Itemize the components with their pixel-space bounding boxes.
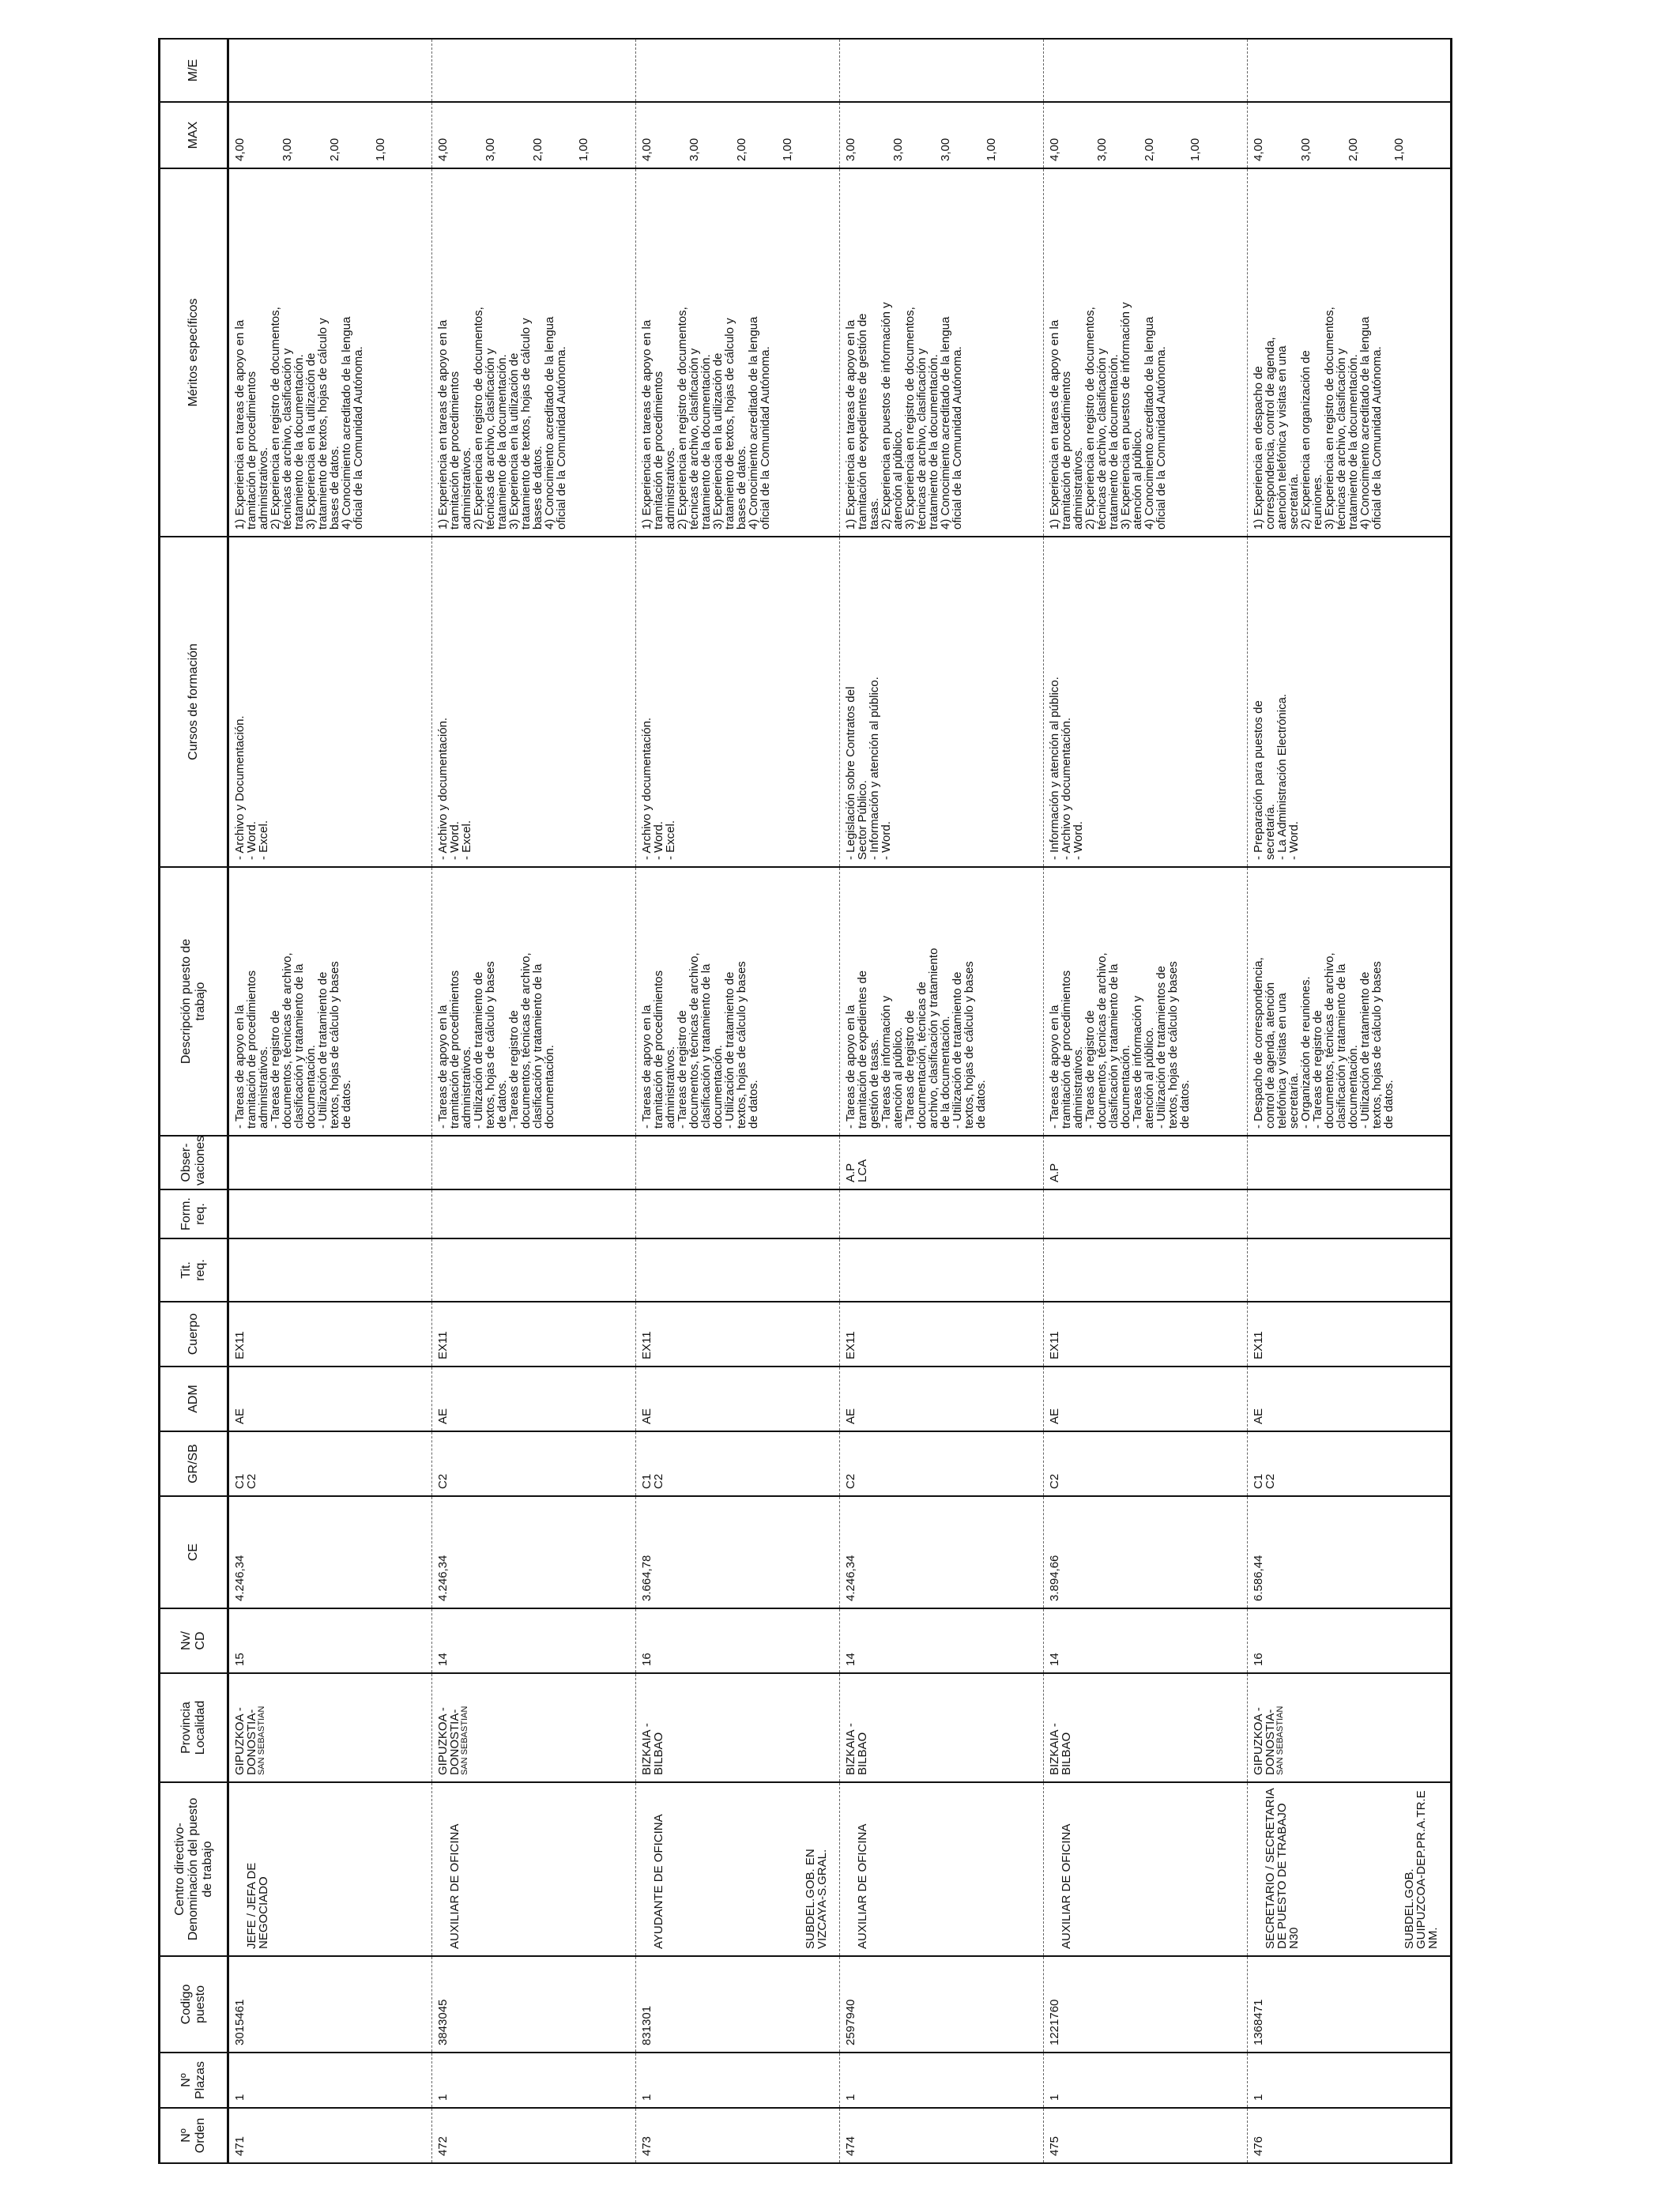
cell-max [1044, 102, 1248, 168]
cell-centro [1044, 1782, 1248, 1956]
cell-nv: 14 [840, 1608, 1044, 1673]
table-header-row [160, 39, 228, 2163]
cell-plazas: 1 [840, 2053, 1044, 2108]
cell-plazas: 1 [432, 2053, 636, 2108]
cell-cuerpo: EX11 [840, 1302, 1044, 1367]
cell-cursos: - Archivo y documentación. - Word. - Excel. [636, 537, 840, 867]
cell-me [432, 39, 636, 102]
max-value: 1,00 [985, 138, 998, 161]
cell-provincia [432, 1673, 636, 1782]
cell-adm: AE [432, 1367, 636, 1431]
cell-orden: 475 [1044, 2108, 1248, 2163]
max-value: 3,00 [1299, 138, 1313, 161]
cell-orden: 471 [228, 2108, 432, 2163]
cell-me [1248, 39, 1452, 102]
cell-nv: 16 [1248, 1608, 1452, 1673]
cell-form [432, 1189, 636, 1238]
cell-meritos: 1) Experiencia en tareas de apoyo en la tramitación de procedimientos administrativos. 2) Experiencia en registro de documentos, técnicas de archivo, clasificación y tratamiento de la documentación. 3) Experiencia en puestos de información y atención al público. 4) Conocimiento acreditado de la lengua oficial de la Comunidad Autónoma. [1044, 168, 1248, 537]
cell-obs [228, 1136, 432, 1189]
cell-provincia [228, 1673, 432, 1782]
max-value: 1,00 [781, 138, 794, 161]
cell-localidad-small: SAN SEBASTIAN [257, 1706, 266, 1775]
cell-ce: 3.664,78 [636, 1496, 840, 1608]
max-value: 4,00 [233, 138, 247, 161]
cell-gr: C2 [840, 1431, 1044, 1496]
cell-localidad-small: SAN SEBASTIAN [460, 1706, 469, 1775]
cell-desc: - Tareas de apoyo en la tramitación de procedimientos administrativos. - Tareas de registro de documentos, técnicas de archivo, clasificación y tratamiento de la documentación. - Utilización de tratamiento de textos, hojas de cálculo y bases de datos. [228, 867, 432, 1136]
cell-obs [636, 1136, 840, 1189]
cell-obs: A.P LCA [840, 1136, 1044, 1189]
max-value: 2,00 [1347, 138, 1360, 161]
cell-desc: - Tareas de apoyo en la tramitación de procedimientos administrativos. - Utilización de tratamiento de textos, hojas de cálculo y bases de datos. - Tareas de registro de documentos, técnicas de archivo, clasificación y tratamiento de la documentación. [432, 867, 636, 1136]
cell-codigo: 1221760 [1044, 1956, 1248, 2053]
cell-gr: C1 C2 [228, 1431, 432, 1496]
cell-cursos: - Legislación sobre Contratos del Sector Público. - Información y atención al público. - Word. [840, 537, 1044, 867]
cell-cursos: - Información y atención al público. - Archivo y documentación. - Word. [1044, 537, 1248, 867]
cell-cursos: - Preparación para puestos de secretaría. - La Administración Electrónica. - Word. [1248, 537, 1452, 867]
cell-provincia-text: GIPUZKOA - DONOSTIA- [233, 1707, 258, 1775]
cell-desc: - Tareas de apoyo en la tramitación de procedimientos administrativos. - Tareas de registro de documentos, técnicas de archivo, clasificación y tratamiento de la documentación. - Utilización de tratamiento de textos, hojas de cálculo y bases de datos. [636, 867, 840, 1136]
cell-desc: - Tareas de apoyo en la tramitación de expedientes de gestión de tasas. - Tareas de información y atención al público. - Tareas de registro de documentación, técnicas de archivo, clasificación y tratamiento de la documentación. - Utilización de tratamiento de textos, hojas de cálculo y bases de datos. [840, 867, 1044, 1136]
cell-meritos: 1) Experiencia en tareas de apoyo en la tramitación de procedimientos administrativos. 2) Experiencia en registro de documentos, técnicas de archivo, clasificación y tratamiento de la documentación. 3) Experiencia en la utilización de tratamiento de textos, hojas de cálculo y bases de datos. 4) Conocimiento acreditado de la lengua oficial de la Comunidad Autónoma. [228, 168, 432, 537]
max-value: 3,00 [844, 138, 857, 161]
rotated-document-page [158, 58, 1650, 2164]
cell-gr: C2 [432, 1431, 636, 1496]
cell-adm: AE [636, 1367, 840, 1431]
table-row [1044, 39, 1248, 2163]
header-form: Form. req. [160, 1189, 228, 1238]
header-max: MAX [160, 102, 228, 168]
header-tit: Tit. req. [160, 1238, 228, 1302]
table-row [1248, 39, 1452, 2163]
cell-form [1044, 1189, 1248, 1238]
header-plazas: Nº Plazas [160, 2053, 228, 2108]
cell-provincia-text: GIPUZKOA - DONOSTIA- [1252, 1707, 1277, 1775]
cell-adm: AE [228, 1367, 432, 1431]
cell-subdel: SUBDEL.GOB. EN VIZCAYA-S.GRAL. [804, 1849, 829, 1949]
cell-centro [636, 1782, 840, 1956]
cell-ce: 4.246,34 [840, 1496, 1044, 1608]
header-codigo: Codigo puesto [160, 1956, 228, 2053]
cell-gr: C1 C2 [1248, 1431, 1452, 1496]
max-value: 2,00 [735, 138, 748, 161]
cell-provincia-text: GIPUZKOA - DONOSTIA- [436, 1707, 461, 1775]
max-value: 3,00 [484, 138, 497, 161]
cell-provincia-text: BIZKAIA - BILBAO [640, 1723, 665, 1775]
table-row [432, 39, 636, 2163]
cell-max [228, 102, 432, 168]
max-value: 3,00 [891, 138, 905, 161]
cell-plazas: 1 [1044, 2053, 1248, 2108]
cell-obs [1248, 1136, 1452, 1189]
cell-codigo: 831301 [636, 1956, 840, 2053]
cell-me [228, 39, 432, 102]
cell-centro [432, 1782, 636, 1956]
max-value: 3,00 [939, 138, 952, 161]
cell-gr: C1 C2 [636, 1431, 840, 1496]
cell-nv: 14 [1044, 1608, 1248, 1673]
cell-orden: 473 [636, 2108, 840, 2163]
header-gr: GR/SB [160, 1431, 228, 1496]
header-desc: Descripción puesto de trabajo [160, 867, 228, 1136]
max-value: 4,00 [640, 138, 654, 161]
cell-tit [432, 1238, 636, 1302]
cell-cuerpo: EX11 [1044, 1302, 1248, 1367]
cell-nv: 14 [432, 1608, 636, 1673]
cell-adm: AE [1044, 1367, 1248, 1431]
cell-subdel: SUBDEL.GOB. GUIPUZCOA-DEP.PR.A.TR.E NM. [1403, 1790, 1440, 1949]
header-adm: ADM [160, 1367, 228, 1431]
cell-provincia [1248, 1673, 1452, 1782]
cell-codigo: 1368471 [1248, 1956, 1452, 2053]
header-meritos: Méritos específicos [160, 168, 228, 537]
cell-orden: 472 [432, 2108, 636, 2163]
header-nv: Nv/ CD [160, 1608, 228, 1673]
cell-plazas: 1 [1248, 2053, 1452, 2108]
cell-cuerpo: EX11 [636, 1302, 840, 1367]
cell-plazas: 1 [636, 2053, 840, 2108]
cell-denominacion: AUXILIAR DE OFICINA [1060, 1823, 1073, 1949]
header-cursos: Cursos de formación [160, 537, 228, 867]
cell-tit [840, 1238, 1044, 1302]
header-cuerpo: Cuerpo [160, 1302, 228, 1367]
cell-tit [636, 1238, 840, 1302]
cell-ce: 6.586,44 [1248, 1496, 1452, 1608]
cell-cuerpo: EX11 [432, 1302, 636, 1367]
cell-max [1248, 102, 1452, 168]
cell-obs [432, 1136, 636, 1189]
cell-centro [840, 1782, 1044, 1956]
cell-cursos: - Archivo y Documentación. - Word. - Excel. [228, 537, 432, 867]
cell-cursos: - Archivo y documentación. - Word. - Excel. [432, 537, 636, 867]
max-value: 3,00 [687, 138, 701, 161]
max-value: 4,00 [1048, 138, 1061, 161]
cell-obs: A.P [1044, 1136, 1248, 1189]
cell-tit [1044, 1238, 1248, 1302]
cell-form [840, 1189, 1044, 1238]
cell-form [1248, 1189, 1452, 1238]
max-value: 1,00 [577, 138, 590, 161]
cell-denominacion: AUXILIAR DE OFICINA [856, 1823, 869, 1949]
table-row [636, 39, 840, 2163]
cell-meritos: 1) Experiencia en tareas de apoyo en la tramitación de procedimientos administrativos. 2) Experiencia en registro de documentos, técnicas de archivo, clasificación y tratamiento de la documentación. 3) Experiencia en la utilización de tratamiento de textos, hojas de cálculo y bases de datos. 4) Conocimiento acreditado de la lengua oficial de la Comunidad Autónoma. [432, 168, 636, 537]
cell-nv: 15 [228, 1608, 432, 1673]
cell-me [636, 39, 840, 102]
cell-adm: AE [1248, 1367, 1452, 1431]
job-positions-table [158, 38, 1452, 2164]
cell-form [228, 1189, 432, 1238]
max-value: 4,00 [1252, 138, 1265, 161]
cell-me [1044, 39, 1248, 102]
cell-denominacion: AUXILIAR DE OFICINA [448, 1823, 461, 1949]
table-row [840, 39, 1044, 2163]
cell-desc: - Tareas de apoyo en la tramitación de procedimientos administrativos. - Tareas de registro de documentos, técnicas de archivo, clasificación y tratamiento de la documentación. - Tareas de información y atención al público. - Utilización de tratamientos de textos, hojas de cálculo y bases de datos. [1044, 867, 1248, 1136]
cell-denominacion: JEFE / JEFA DE NEGOCIADO [245, 1862, 270, 1949]
cell-provincia [1044, 1673, 1248, 1782]
cell-max [432, 102, 636, 168]
cell-tit [228, 1238, 432, 1302]
cell-denominacion: AYUDANTE DE OFICINA [652, 1814, 665, 1949]
cell-provincia [840, 1673, 1044, 1782]
cell-max [636, 102, 840, 168]
max-value: 2,00 [1143, 138, 1156, 161]
cell-centro [228, 1782, 432, 1956]
cell-plazas: 1 [228, 2053, 432, 2108]
cell-max [840, 102, 1044, 168]
max-value: 1,00 [374, 138, 387, 161]
max-value: 4,00 [436, 138, 450, 161]
cell-orden: 474 [840, 2108, 1044, 2163]
cell-ce: 4.246,34 [228, 1496, 432, 1608]
cell-denominacion: SECRETARIO / SECRETARIA DE PUESTO DE TRABAJO N30 [1264, 1788, 1301, 1949]
cell-codigo: 3843045 [432, 1956, 636, 2053]
cell-cuerpo: EX11 [228, 1302, 432, 1367]
max-value: 1,00 [1188, 138, 1202, 161]
cell-desc: - Despacho de correspondencia, control de agenda, atención telefónica y visitas en una secretaría. - Organización de reuniones. - Tareas de registro de documentos, técnicas de archivo, clasificación y tratamiento de la documentación. - Utilización de tratamiento de textos, hojas de cálculo y bases de datos. [1248, 867, 1452, 1136]
header-orden: Nº Orden [160, 2108, 228, 2163]
max-value: 2,00 [531, 138, 544, 161]
header-ce: CE [160, 1496, 228, 1608]
cell-meritos: 1) Experiencia en tareas de apoyo en la tramitación de procedimientos administrativos. 2) Experiencia en registro de documentos, técnicas de archivo, clasificación y tratamiento de la documentación. 3) Experiencia en la utilización de tratamiento de textos, hojas de cálculo y bases de datos. 4) Conocimiento acreditado de la lengua oficial de la Comunidad Autónoma. [636, 168, 840, 537]
cell-adm: AE [840, 1367, 1044, 1431]
header-provincia: Provincia Localidad [160, 1673, 228, 1782]
header-obs: Obser- vaciones [160, 1136, 228, 1189]
max-value: 1,00 [1392, 138, 1406, 161]
cell-gr: C2 [1044, 1431, 1248, 1496]
cell-ce: 3.894,66 [1044, 1496, 1248, 1608]
header-me: M/E [160, 39, 228, 102]
cell-provincia-text: BIZKAIA - BILBAO [1048, 1723, 1073, 1775]
cell-meritos: 1) Experiencia en tareas de apoyo en la tramitación de expedientes de gestión de tasas. 2) Experiencia en puestos de información y atención al público. 3) Experiencia en registro de documentos, técnicas de archivo, clasificación y tratamiento de la documentación. 4) Conocimiento acreditado de la lengua oficial de la Comunidad Autónoma. [840, 168, 1044, 537]
cell-cuerpo: EX11 [1248, 1302, 1452, 1367]
header-centro: Centro directivo- Denominación del puesto de trabajo [160, 1782, 228, 1956]
cell-provincia [636, 1673, 840, 1782]
cell-localidad-small: SAN SEBASTIAN [1275, 1706, 1285, 1775]
table-row [228, 39, 432, 2163]
max-value: 3,00 [1095, 138, 1109, 161]
max-value: 3,00 [281, 138, 294, 161]
cell-provincia-text: BIZKAIA - BILBAO [844, 1723, 869, 1775]
cell-ce: 4.246,34 [432, 1496, 636, 1608]
cell-orden: 476 [1248, 2108, 1452, 2163]
max-value: 2,00 [328, 138, 341, 161]
cell-me [840, 39, 1044, 102]
cell-form [636, 1189, 840, 1238]
cell-tit [1248, 1238, 1452, 1302]
cell-codigo: 3015461 [228, 1956, 432, 2053]
cell-centro [1248, 1782, 1452, 1956]
cell-nv: 16 [636, 1608, 840, 1673]
cell-codigo: 2597940 [840, 1956, 1044, 2053]
cell-meritos: 1) Experiencia en despacho de correspondencia, control de agenda, atención telefónica y visitas en una secretaría. 2) Experiencia en organización de reuniones. 3) Experiencia en registro de documentos, técnicas de archivo, clasificación y tratamiento de la documentación. 4) Conocimiento acreditado de la lengua oficial de la Comunidad Autónoma. [1248, 168, 1452, 537]
